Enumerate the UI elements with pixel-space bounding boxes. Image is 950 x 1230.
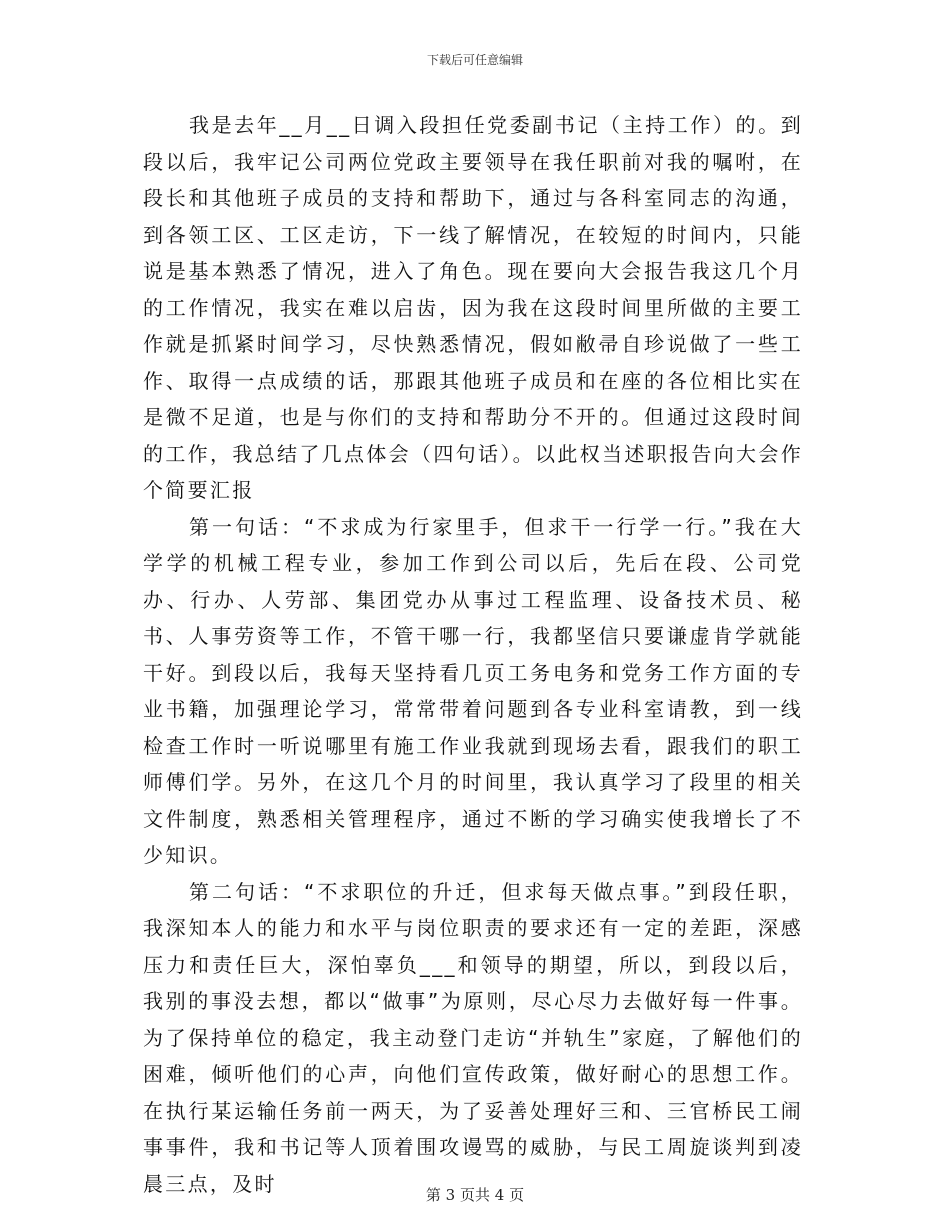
- page-number: 第 3 页共 4 页: [425, 1186, 525, 1204]
- body-content: [143, 107, 803, 1202]
- paragraph-intro: 我是去年__月__日调入段担任党委副书记（主持工作）的。到段以后，我牢记公司两位党政主要领导在我任职前对我的嘱咐，在段长和其他班子成员的支持和帮助下，通过与各科室同志的沟通，到各领工区、工区走访，下一线了解情况，在较短的时间内，只能说是基本熟悉了情况，进入了角色。现在要向大会报告我这几个月的工作情况，我实在难以启齿，因为我在这段时间里所做的主要工作就是抓紧时间学习，尽快熟悉情况，假如敝帚自珍说做了一些工作、取得一点成绩的话，那跟其他班子成员和在座的各位相比实在是微不足道，也是与你们的支持和帮助分不开的。但通过这段时间的工作，我总结了几点体会（四句话）。以此权当述职报告向大会作个简要汇报: [143, 113, 803, 502]
- header-note: 下载后可任意编辑: [426, 53, 523, 67]
- paragraph-second-sentence: 第二句话：“不求职位的升迁，但求每天做点事。”到段任职，我深知本人的能力和水平与岗位职责的要求还有一定的差距，深感压力和责任巨大，深怕辜负___和领导的期望，所以，到段以后，我别的事没去想，都以“做事”为原则，尽心尽力去做好每一件事。为了保持单位的稳定，我主动登门走访“并轨生”家庭，了解他们的困难，倾听他们的心声，向他们宣传政策，做好耐心的思想工作。在执行某运输任务前一两天，为了妥善处理好三和、三官桥民工闹事事件，我和书记等人顶着围攻谩骂的威胁，与民工周旋谈判到凌晨三点，及时: [143, 879, 803, 1196]
- paragraph-first-sentence: 第一句话：“不求成为行家里手，但求干一行学一行。”我在大学学的机械工程专业，参加工作到公司以后，先后在段、公司党办、行办、人劳部、集团党办从事过工程监理、设备技术员、秘书、人事劳资等工作，不管干哪一行，我都坚信只要谦虚肯学就能干好。到段以后，我每天坚持看几页工务电务和党务工作方面的专业书籍，加强理论学习，常常带着问题到各专业科室请教，到一线检查工作时一听说哪里有施工作业我就到现场去看，跟我们的职工师傅们学。另外，在这几个月的时间里，我认真学习了段里的相关文件制度，熟悉相关管理程序，通过不断的学习确实使我增长了不少知识。: [143, 514, 803, 867]
